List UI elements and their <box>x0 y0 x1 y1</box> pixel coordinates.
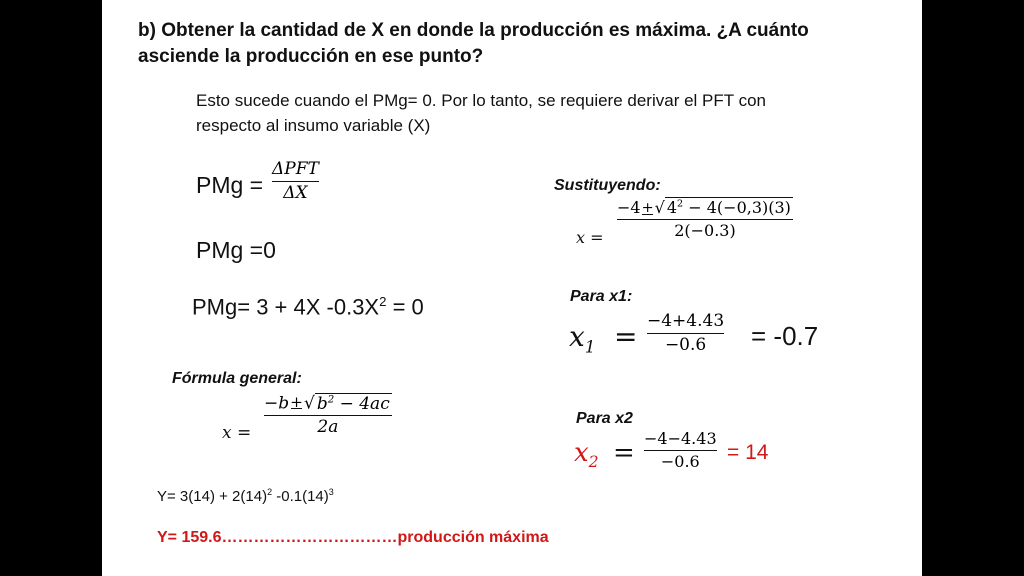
y-eq-part-a: Y= 3(14) + 2(14) <box>157 488 268 505</box>
sust-radicand: 4 <box>666 198 678 217</box>
formula-numerator <box>264 394 392 413</box>
x1-denominator: −0.6 <box>664 334 707 355</box>
plus-minus-sign <box>290 393 303 412</box>
pmg-numerator: ΔPFT <box>272 159 319 179</box>
formula-radicand: b <box>316 393 328 414</box>
formula-general-lhs: x = <box>222 423 252 443</box>
sustituyendo-numerator <box>617 199 793 217</box>
x1-fraction <box>647 312 724 354</box>
plus-sign: + <box>290 393 303 412</box>
x2-var: x <box>574 438 589 468</box>
y-eq-exp-a: 2 <box>267 487 273 497</box>
intro-line-1: Esto sucede cuando el PMg= 0. Por lo tanto, se requiere derivar el PFT con <box>196 91 766 110</box>
x1-var: x <box>569 320 585 353</box>
pmg-equation-tail: = 0 <box>386 294 424 320</box>
pmg-definition-lhs: PMg = <box>196 172 264 198</box>
intro-line-2: respecto al insumo variable (X) <box>196 116 431 135</box>
fraction-bar <box>617 219 793 220</box>
y-equation <box>157 487 334 505</box>
fraction-bar <box>272 181 319 182</box>
pmg-equation <box>192 294 424 320</box>
fraction-bar <box>647 333 724 334</box>
formula-radicand-exp: 2 <box>327 394 335 405</box>
slide <box>102 0 922 576</box>
formula-num-pre: −b <box>264 393 290 414</box>
para-x1-label: Para x1: <box>570 288 633 305</box>
x2-result: = 14 <box>727 441 769 464</box>
plus-minus-sign <box>641 199 654 216</box>
pmg-equation-text: PMg= 3 + 4X -0.3X <box>192 294 380 320</box>
formula-denominator: 2a <box>317 417 339 438</box>
x1-sub: 1 <box>584 336 596 357</box>
sustituyendo-label: Sustituyendo: <box>554 177 661 194</box>
formula-general-label: Fórmula general: <box>172 370 302 387</box>
title-line-1: b) Obtener la cantidad de X en donde la producción es máxima. ¿A cuánto <box>138 20 809 41</box>
x1-result: = -0.7 <box>751 321 819 351</box>
formula-sqrt: √ $b^2 - 4ac$ <box>303 393 390 414</box>
pmg-zero: PMg =0 <box>196 237 276 263</box>
x1-numerator: −4+4.43 <box>647 311 725 331</box>
fraction-bar <box>644 450 717 451</box>
sust-num-pre: −4 <box>617 198 641 217</box>
sust-radicand-exp: 2 <box>677 198 684 210</box>
sustituyendo-lhs: x = <box>576 228 604 247</box>
title-line-2: asciende la producción en ese punto? <box>138 46 484 67</box>
sust-sqrt: √ $4^2 - 4(-0,3)(3)$ <box>654 198 791 217</box>
y-result: Y= 159.6……………………………producción máxima <box>157 529 549 546</box>
x2-equals: = <box>613 438 635 468</box>
x1-variable <box>569 320 595 357</box>
pmg-equation-exponent: 2 <box>379 294 387 309</box>
x1-equals: = <box>614 320 638 353</box>
formula-general-fraction <box>264 394 392 437</box>
x2-denominator: −0.6 <box>660 451 700 471</box>
sustituyendo-fraction <box>617 199 793 239</box>
para-x2-label: Para x2 <box>576 410 633 427</box>
x2-fraction <box>644 430 717 470</box>
fraction-bar <box>264 415 392 416</box>
x2-variable <box>574 438 599 471</box>
sust-radicand-tail: − 4(−0,3)(3) <box>683 198 791 217</box>
formula-radicand-tail: − 4ac <box>334 393 390 414</box>
x2-sub: 2 <box>588 453 599 472</box>
y-eq-exp-b: 3 <box>328 487 334 497</box>
pmg-denominator: ΔX <box>283 182 308 203</box>
x2-numerator: −4−4.43 <box>644 429 717 448</box>
pmg-definition-fraction <box>272 160 319 202</box>
sustituyendo-denominator: 2(−0.3) <box>674 220 736 240</box>
plus-sign: + <box>641 199 654 216</box>
y-eq-part-b: -0.1(14) <box>272 488 329 505</box>
